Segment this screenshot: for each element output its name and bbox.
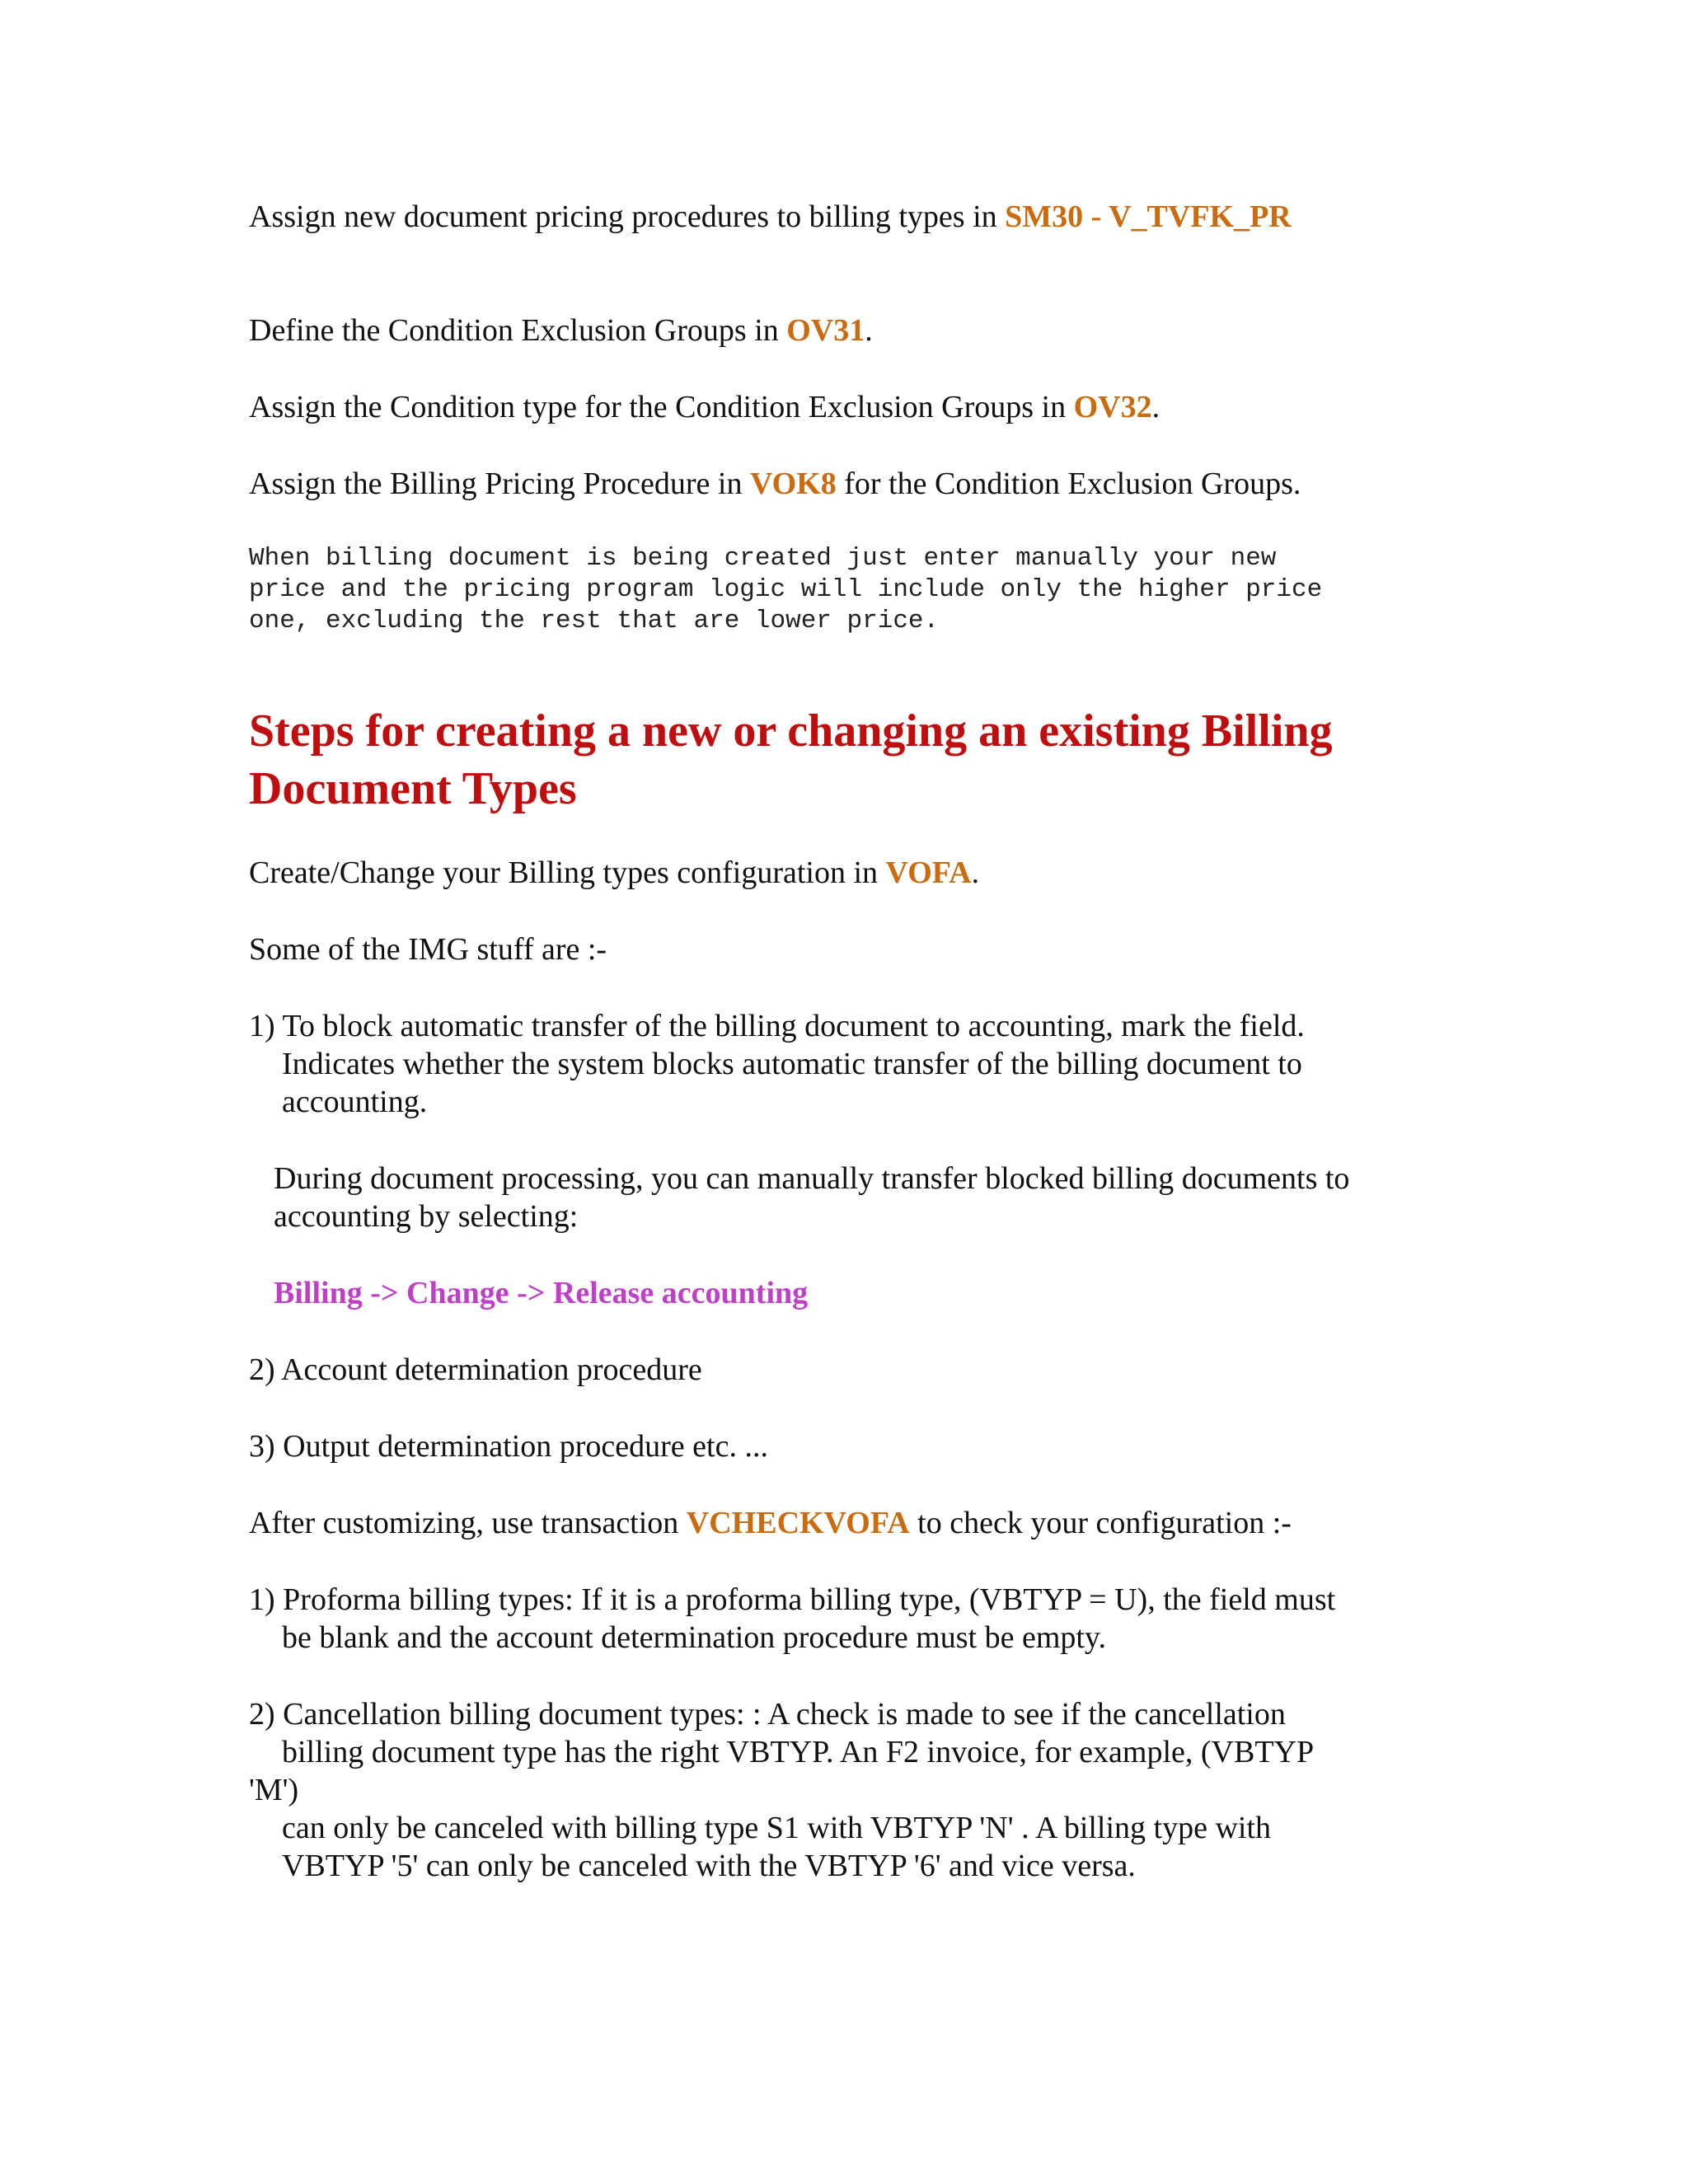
paragraph-text: Create/Change your Billing types configuration in — [249, 855, 886, 890]
billing-pricing-paragraph — [249, 465, 1301, 503]
section-heading-line-2: Document Types — [249, 763, 577, 814]
pricing-procedure-paragraph — [249, 198, 1292, 236]
paragraph-text: Define the Condition Exclusion Groups in — [249, 313, 787, 348]
transaction-code: VOFA — [885, 855, 972, 890]
check-1-line-1: 1) Proforma billing types: If it is a proforma billing type, (VBTYP = U), the field must — [249, 1582, 1336, 1617]
note-line-3: one, excluding the rest that are lower price. — [249, 607, 940, 635]
transaction-code: OV31 — [786, 313, 865, 348]
note-line-2: price and the pricing program logic will include only the higher price — [249, 575, 1323, 604]
vofa-paragraph — [249, 854, 979, 892]
img-stuff-paragraph: Some of the IMG stuff are :- — [249, 932, 607, 967]
check-2-line-4: can only be canceled with billing type S1 with VBTYP 'N' . A billing type with — [282, 1811, 1272, 1845]
paragraph-text: After customizing, use transaction — [249, 1506, 687, 1540]
check-2-line-2: billing document type has the right VBTYP. An F2 invoice, for example, (VBTYP — [282, 1735, 1315, 1769]
condition-type-paragraph — [249, 388, 1160, 426]
item-1-line-1: 1) To block automatic transfer of the billing document to accounting, mark the field. — [249, 1009, 1305, 1043]
menu-path: Billing -> Change -> Release accounting — [274, 1276, 809, 1310]
paragraph-text-end: to check your configuration :- — [909, 1506, 1292, 1540]
paragraph-text: Assign the Condition type for the Condition Exclusion Groups in — [249, 390, 1074, 424]
after-customizing-paragraph — [249, 1504, 1292, 1542]
check-2-line-1: 2) Cancellation billing document types: : A check is made to see if the cancellation — [249, 1697, 1286, 1732]
check-2-line-3: 'M') — [249, 1773, 299, 1807]
section-heading-line-1: Steps for creating a new or changing an existing Billing — [249, 705, 1333, 757]
check-1-line-2: be blank and the account determination procedure must be empty. — [282, 1620, 1106, 1655]
transaction-code: OV32 — [1073, 390, 1152, 424]
during-line-1: During document processing, you can manually transfer blocked billing documents to — [274, 1161, 1350, 1196]
note-line-1: When billing document is being created just enter manually your new — [249, 544, 1277, 573]
paragraph-text-end: for the Condition Exclusion Groups. — [836, 466, 1301, 501]
paragraph-text: Assign the Billing Pricing Procedure in — [249, 466, 750, 501]
item-1-line-2: Indicates whether the system blocks automatic transfer of the billing document to — [282, 1047, 1302, 1081]
item-1-line-3: accounting. — [282, 1085, 428, 1119]
transaction-code: SM30 - V_TVFK_PR — [1005, 199, 1292, 234]
item-3: 3) Output determination procedure etc. ... — [249, 1429, 768, 1464]
check-2-line-5: VBTYP '5' can only be canceled with the VBTYP '6' and vice versa. — [282, 1849, 1136, 1883]
exclusion-groups-paragraph — [249, 312, 873, 349]
transaction-code: VCHECKVOFA — [686, 1506, 910, 1540]
paragraph-text-end: . — [1151, 390, 1160, 424]
paragraph-text-end: . — [971, 855, 980, 890]
paragraph-text-end: . — [865, 313, 873, 348]
paragraph-text: Assign new document pricing procedures to billing types in — [249, 199, 1006, 234]
during-line-2: accounting by selecting: — [274, 1199, 579, 1234]
item-2: 2) Account determination procedure — [249, 1352, 702, 1387]
transaction-code: VOK8 — [749, 466, 837, 501]
